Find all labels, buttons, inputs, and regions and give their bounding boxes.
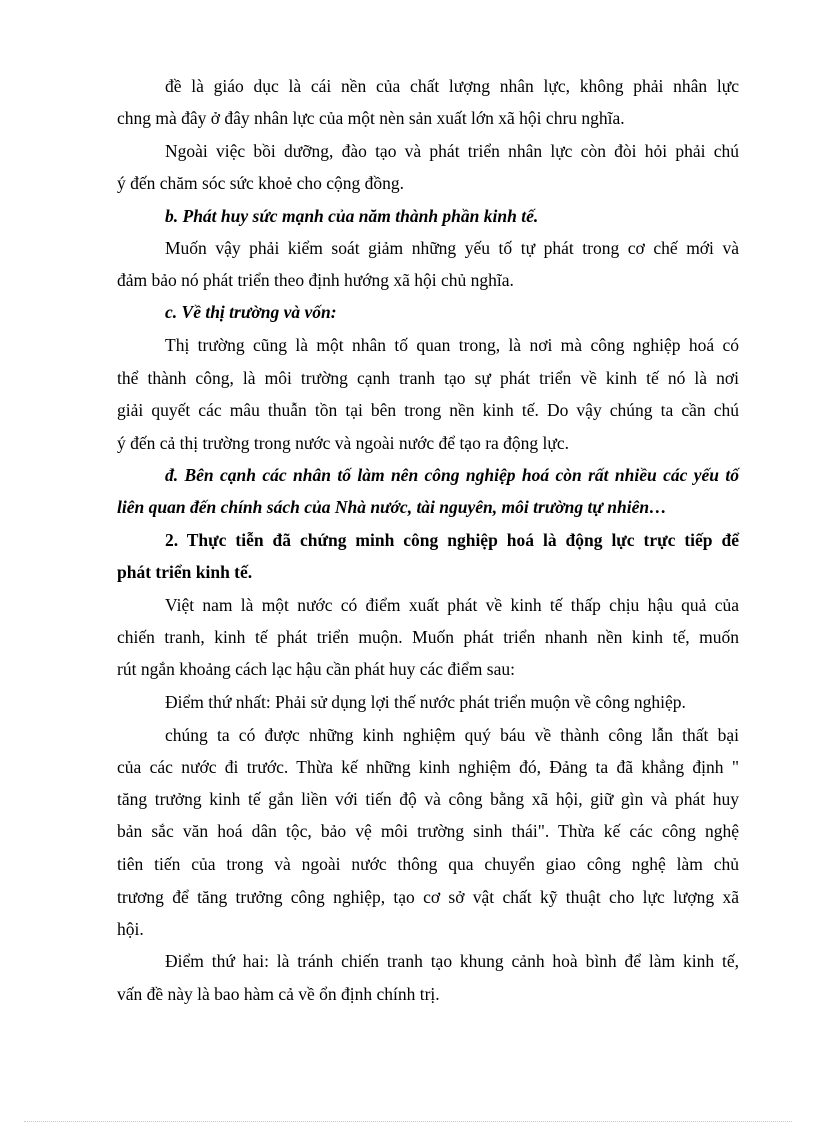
paragraph-line: thể thành công, là môi trường cạnh tranh tạo sự phát triển về kinh tế nó là nơi [117, 368, 739, 388]
page-bottom-border [24, 1121, 792, 1122]
paragraph-line: Muốn vậy phải kiểm soát giảm những yếu tố tự phát trong cơ chế mới và [165, 238, 739, 258]
section-heading-c: c. Về thị trường và vốn: [165, 302, 337, 322]
paragraph-line: chúng ta có được những kinh nghiệm quý báu về thành công lẫn thất bại [165, 725, 739, 745]
paragraph-line: bản sắc văn hoá dân tộc, bảo vệ môi trường sinh thái". Thừa kế các công nghệ [117, 821, 739, 841]
paragraph-line: Ngoài việc bồi dưỡng, đào tạo và phát triển nhân lực còn đòi hỏi phải chú [165, 141, 739, 161]
paragraph-line: tăng trưởng kinh tế gắn liền với tiến độ và công bằng xã hội, giữ gìn và phát huy [117, 789, 739, 809]
paragraph-line: Điểm thứ nhất: Phải sử dụng lợi thế nước phát triển muộn về công nghiệp. [165, 692, 686, 712]
section-heading-b: b. Phát huy sức mạnh của năm thành phần kinh tế. [165, 206, 539, 226]
paragraph-line: hội. [117, 919, 144, 939]
paragraph-line: Điểm thứ hai: là tránh chiến tranh tạo khung cảnh hoà bình để làm kinh tế, [165, 951, 739, 971]
section-heading-d: đ. Bên cạnh các nhân tố làm nên công nghiệp hoá còn rất nhiều các yếu tố [165, 465, 739, 485]
paragraph-line: tiên tiến của trong và ngoài nước thông qua chuyển giao công nghệ làm chủ [117, 854, 739, 874]
paragraph-line: chng mà đây ở đây nhân lực của một nèn sản xuất lớn xã hội chru nghĩa. [117, 108, 625, 128]
paragraph-line: vấn đề này là bao hàm cả về ổn định chính trị. [117, 984, 440, 1004]
paragraph-line: đề là giáo dục là cái nền của chất lượng nhân lực, không phải nhân lực [165, 76, 739, 96]
paragraph-line: của các nước đi trước. Thừa kế những kinh nghiệm đó, Đảng ta đã khẳng định " [117, 757, 739, 777]
paragraph-line: trương để tăng trưởng công nghiệp, tạo cơ sở vật chất kỹ thuật cho lực lượng xã [117, 887, 739, 907]
section-heading-2: 2. Thực tiễn đã chứng minh công nghiệp hoá là động lực trực tiếp để [165, 530, 739, 550]
paragraph-line: giải quyết các mâu thuẫn tồn tại bên trong nền kinh tế. Do vậy chúng ta cần chú [117, 400, 739, 420]
paragraph-line: Thị trường cũng là một nhân tố quan trong, là nơi mà công nghiệp hoá có [165, 335, 739, 355]
paragraph-line: Việt nam là một nước có điểm xuất phát về kinh tế thấp chịu hậu quả của [165, 595, 739, 615]
section-heading-d-cont: liên quan đến chính sách của Nhà nước, tài nguyên, môi trường tự nhiên… [117, 497, 667, 517]
paragraph-line: ý đến cả thị trường trong nước và ngoài nước để tạo ra động lực. [117, 433, 570, 453]
section-heading-2-cont: phát triển kinh tế. [117, 562, 253, 582]
paragraph-line: ý đến chăm sóc sức khoẻ cho cộng đồng. [117, 173, 404, 193]
paragraph-line: chiến tranh, kinh tế phát triển muộn. Muốn phát triển nhanh nền kinh tế, muốn [117, 627, 739, 647]
paragraph-line: rút ngắn khoảng cách lạc hậu cần phát huy các điểm sau: [117, 659, 515, 679]
paragraph-line: đảm bảo nó phát triển theo định hướng xã hội chủ nghĩa. [117, 270, 514, 290]
